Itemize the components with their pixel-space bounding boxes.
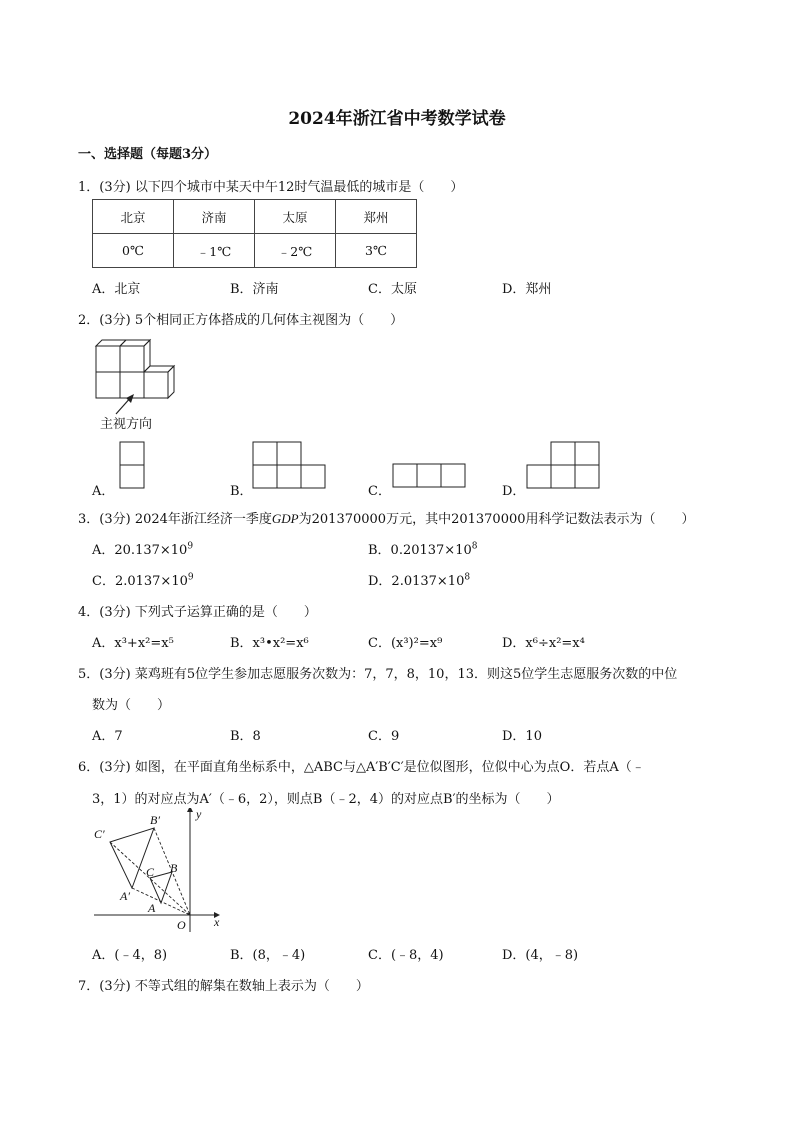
section-heading: 一、选择题（每题3分）	[78, 147, 218, 162]
option-b-figure	[251, 440, 331, 490]
q2-option-c: C．	[368, 484, 391, 499]
question-2-stem: 2．(3分) 5个相同正方体搭成的几何体主视图为（ ）	[78, 313, 404, 328]
point-b-prime-label: B′	[150, 813, 160, 827]
question-7-stem: 7．(3分) 不等式组的解集在数轴上表示为（ ）	[78, 979, 369, 994]
point-b-label: B	[170, 861, 178, 875]
option-c-figure	[391, 462, 471, 490]
question-3-stem	[78, 508, 695, 527]
question-6-stem-line-1: 6．(3分) 如图，在平面直角坐标系中，△ABC与△A′B′C′是位似图形，位似中心为点O．若点A（﹣	[78, 760, 645, 775]
q5-option-d: D．10	[502, 729, 542, 744]
table-cell: 0℃	[93, 234, 174, 268]
q2-option-b: B．	[230, 484, 253, 499]
q6-option-a: A．(﹣4，8)	[92, 948, 168, 963]
q3-option-b: B．$0.20137\times 10^8$	[368, 541, 478, 558]
view-direction-label: 主视方向	[100, 417, 153, 432]
q3-option-a: A．$20.137\times 10^9$	[92, 541, 194, 558]
coordinate-figure	[90, 808, 230, 934]
q1-option-c: C．太原	[368, 282, 417, 297]
table-cell: ﹣1℃	[174, 234, 255, 268]
q1-option-a: A．北京	[92, 282, 141, 297]
q4-option-c: C．(x³)²=x⁹	[368, 636, 443, 651]
table-cell: 郑州	[336, 200, 417, 234]
question-6-stem-line-2: 3，1）的对应点为A′（﹣6，2），则点B（﹣2，4）的对应点B′的坐标为（ ）	[92, 792, 560, 807]
y-arrow-icon	[187, 808, 193, 812]
q3-gdp: GDP	[271, 511, 299, 526]
q3-stem-part-1: 3．(3分) 2024年浙江经济一季度	[78, 512, 272, 527]
origin-label: O	[177, 918, 186, 932]
q6-option-c: C．(﹣8，4)	[368, 948, 444, 963]
point-a-prime-label: A′	[120, 889, 130, 903]
table-header-row	[93, 200, 417, 234]
question-4-stem: 4．(3分) 下列式子运算正确的是（ ）	[78, 605, 317, 620]
q3-option-c: C．$2.0137\times 10^9$	[92, 572, 194, 589]
point-a-label: A	[148, 901, 156, 915]
x-axis-label: x	[214, 915, 220, 929]
q3-option-d: D．$2.0137\times 10^8$	[368, 572, 471, 589]
q5-option-a: A．7	[92, 729, 123, 744]
question-5-stem-line-1: 5．(3分) 菜鸡班有5位学生参加志愿服务次数为：7，7，8，10，13．则这5位学生志愿服务次数的中位	[78, 667, 678, 682]
table-cell: 济南	[174, 200, 255, 234]
q6-option-b: B．(8，﹣4)	[230, 948, 306, 963]
table-cell: 北京	[93, 200, 174, 234]
q4-option-d: D．x⁶÷x²=x⁴	[502, 636, 585, 651]
point-c-label: C	[146, 865, 155, 879]
q2-option-a: A．	[92, 484, 115, 499]
q1-option-b: B．济南	[230, 282, 279, 297]
question-5-stem-line-2: 数为（ ）	[92, 698, 171, 713]
temperature-table	[92, 199, 417, 268]
option-d-figure	[525, 440, 605, 490]
q3-stem-part-2: 为201370000万元，其中201370000用科学记数法表示为（ ）	[298, 512, 695, 527]
point-c-prime-label: C′	[94, 827, 105, 841]
table-cell: 3℃	[336, 234, 417, 268]
q2-option-d: D．	[502, 484, 526, 499]
q4-option-b: B．x³•x²=x⁶	[230, 636, 309, 651]
y-axis-label: y	[196, 808, 202, 821]
option-a-figure	[118, 440, 146, 490]
table-row	[93, 234, 417, 268]
q4-option-a: A．x³+x²=x⁵	[92, 636, 174, 651]
triangle-a2b2c2	[110, 828, 154, 888]
q5-option-b: B．8	[230, 729, 261, 744]
q6-option-d: D．(4，﹣8)	[502, 948, 579, 963]
q1-option-d: D．郑州	[502, 282, 552, 297]
table-cell: 太原	[255, 200, 336, 234]
q5-option-c: C．9	[368, 729, 400, 744]
question-1-stem: 1．(3分) 以下四个城市中某天中午12时气温最低的城市是（ ）	[78, 180, 464, 195]
table-cell: ﹣2℃	[255, 234, 336, 268]
page-title: 2024年浙江省中考数学试卷	[288, 109, 506, 129]
